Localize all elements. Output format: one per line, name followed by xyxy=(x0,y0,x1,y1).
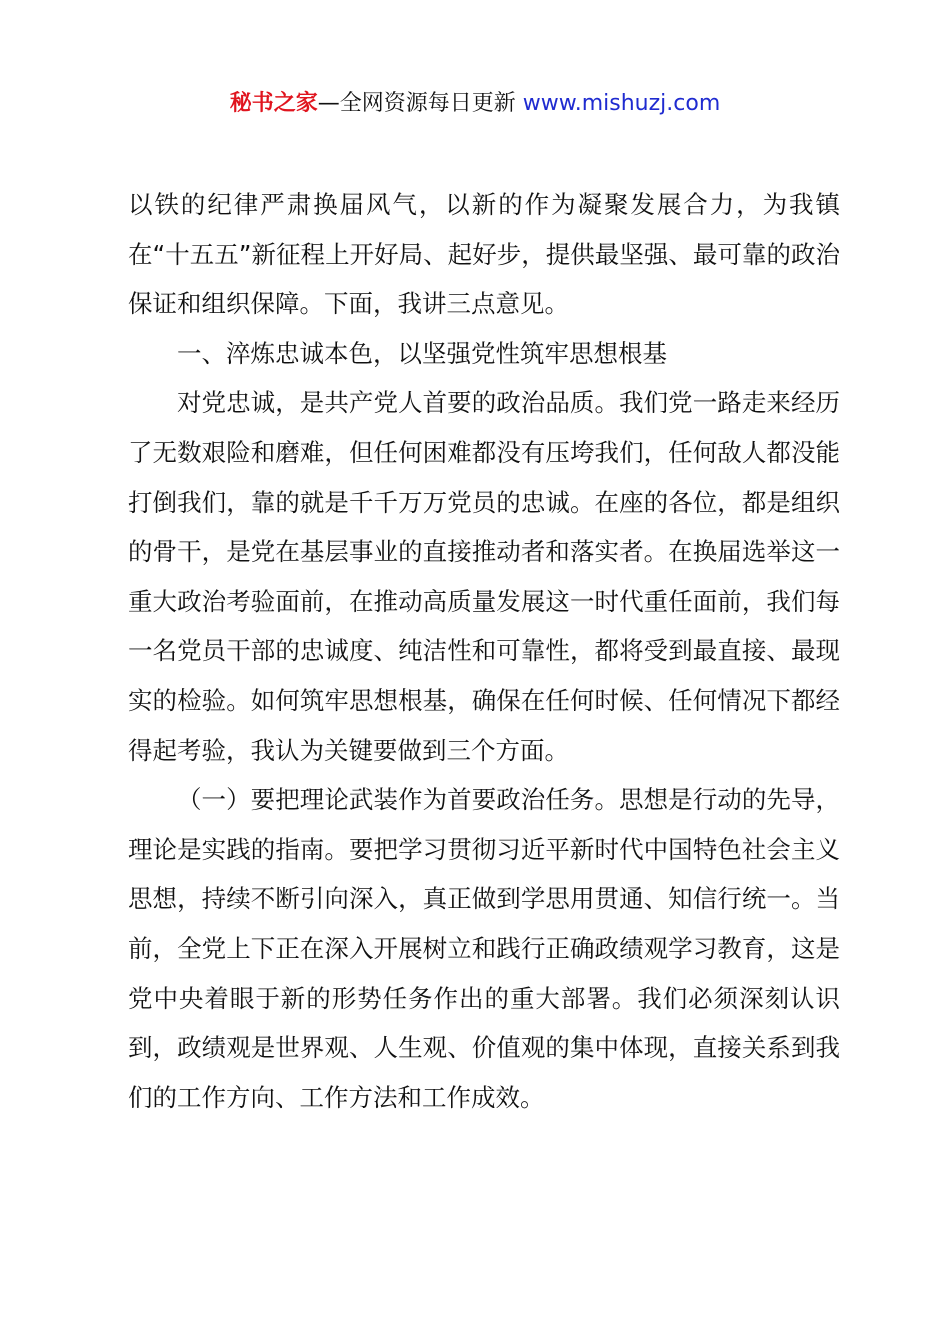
paragraph-theory-study: （一）要把理论武装作为首要政治任务。思想是行动的先导，理论是实践的指南。要把学习贯彻习近平新时代中国特色社会主义思想，持续不断引向深入，真正做到学思用贯通、知信行统一。当前，全党上下正在深入开展树立和践行正确政绩观学习教育，这是党中央着眼于新的形势任务作出的重大部署。我们必须深刻认识到，政绩观是世界观、人生观、价值观的集中体现，直接关系到我们的工作方向、工作方法和工作成效。 xyxy=(128,785,840,1112)
paragraph-loyalty: 对党忠诚，是共产党人首要的政治品质。我们党一路走来经历了无数艰险和磨难，但任何困难都没有压垮我们，任何敌人都没能打倒我们，靠的就是千千万万党员的忠诚。在座的各位，都是组织的骨干，是党在基层事业的直接推动者和落实者。在换届选举这一重大政治考验面前，在推动高质量发展这一时代重任面前，我们每一名党员干部的忠诚度、纯洁性和可靠性，都将受到最直接、最现实的检验。如何筑牢思想根基，确保在任何时候、任何情况下都经得起考验，我认为关键要做到三个方面。 xyxy=(128,388,840,765)
section-heading-1: 一、淬炼忠诚本色，以坚强党性筑牢思想根基 xyxy=(177,338,667,368)
document-body xyxy=(128,180,840,1122)
page-header xyxy=(0,88,950,120)
header-slogan: —全网资源每日更新 xyxy=(317,91,523,116)
paragraph-intro-continued: 以铁的纪律严肃换届风气，以新的作为凝聚发展合力，为我镇在“十五五”新征程上开好局、起好步，提供最坚强、最可靠的政治保证和组织保障。下面，我讲三点意见。 xyxy=(128,190,840,319)
website-link[interactable]: www.mishuzj.com xyxy=(522,91,721,116)
brand-name: 秘书之家 xyxy=(229,91,318,116)
